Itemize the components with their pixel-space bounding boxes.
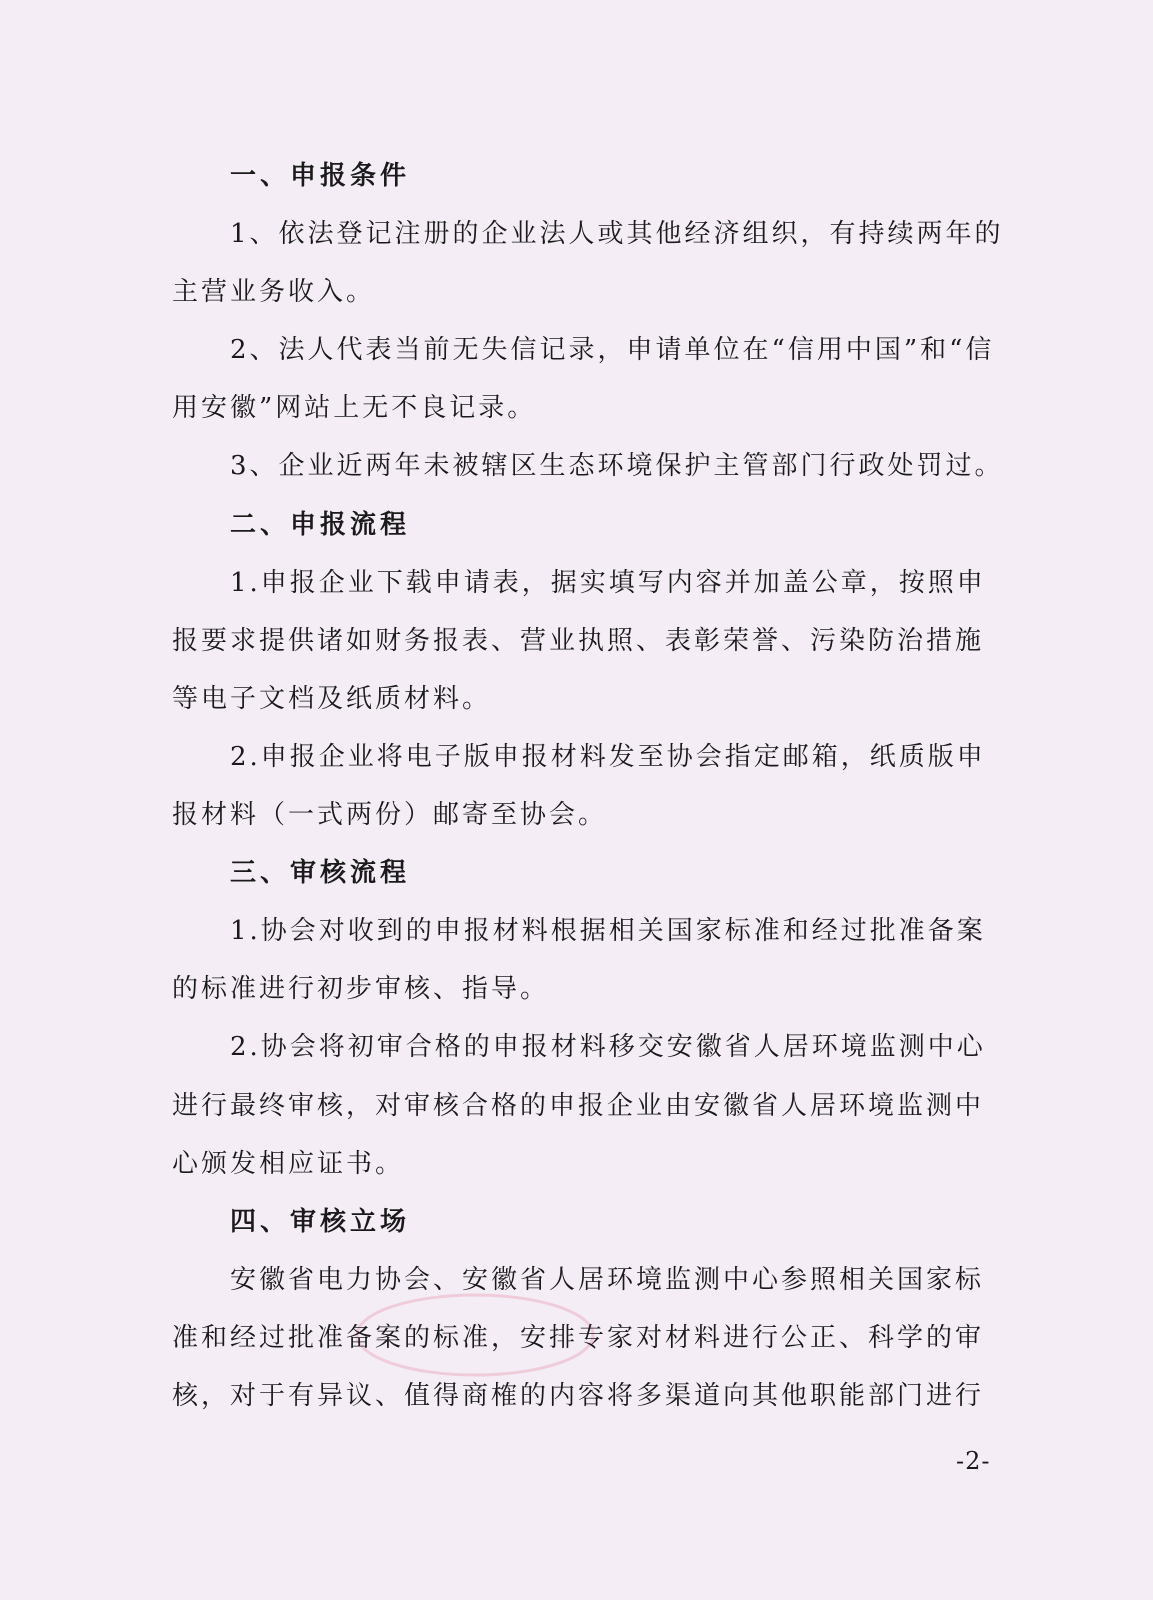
paragraph-line: 2.申报企业将电子版申报材料发至协会指定邮箱，纸质版申 bbox=[230, 741, 986, 772]
paragraph-line: 报要求提供诸如财务报表、营业执照、表彰荣誉、污染防治措施 bbox=[172, 625, 985, 656]
section-heading: 三、审核流程 bbox=[230, 858, 411, 889]
paragraph-line: 2.协会将初审合格的申报材料移交安徽省人居环境监测中心 bbox=[230, 1032, 986, 1063]
paragraph-line: 2、法人代表当前无失信记录，申请单位在“信用中国”和“信 bbox=[230, 335, 995, 366]
page-number: -2- bbox=[956, 1447, 991, 1475]
paragraph-line: 用安徽”网站上无不良记录。 bbox=[172, 393, 537, 424]
paragraph-line: 进行最终审核，对审核合格的申报企业由安徽省人居环境监测中 bbox=[172, 1090, 985, 1121]
section-heading: 二、申报流程 bbox=[230, 509, 411, 540]
paragraph-line: 主营业务收入。 bbox=[172, 277, 376, 308]
paragraph-line: 3、企业近两年未被辖区生态环境保护主管部门行政处罚过。 bbox=[230, 451, 1004, 482]
section-heading: 四、审核立场 bbox=[230, 1206, 411, 1237]
paragraph-line: 安徽省电力协会、安徽省人居环境监测中心参照相关国家标 bbox=[230, 1264, 985, 1295]
section-heading: 一、申报条件 bbox=[230, 161, 411, 191]
paragraph-line: 核，对于有异议、值得商榷的内容将多渠道向其他职能部门进行 bbox=[172, 1380, 985, 1411]
paragraph-line: 1、依法登记注册的企业法人或其他经济组织，有持续两年的 bbox=[230, 219, 1004, 250]
paragraph-line: 准和经过批准备案的标准，安排专家对材料进行公正、科学的审 bbox=[172, 1322, 985, 1353]
paragraph-line: 的标准进行初步审核、指导。 bbox=[172, 974, 550, 1005]
paragraph-line: 1.申报企业下载申请表，据实填写内容并加盖公章，按照申 bbox=[230, 567, 986, 598]
paragraph-line: 等电子文档及纸质材料。 bbox=[172, 683, 492, 714]
paragraph-line: 报材料（一式两份）邮寄至协会。 bbox=[172, 800, 608, 831]
paragraph-line: 1.协会对收到的申报材料根据相关国家标准和经过批准备案 bbox=[230, 916, 986, 947]
paragraph-line: 心颁发相应证书。 bbox=[172, 1148, 405, 1179]
document-body bbox=[172, 147, 1007, 1425]
